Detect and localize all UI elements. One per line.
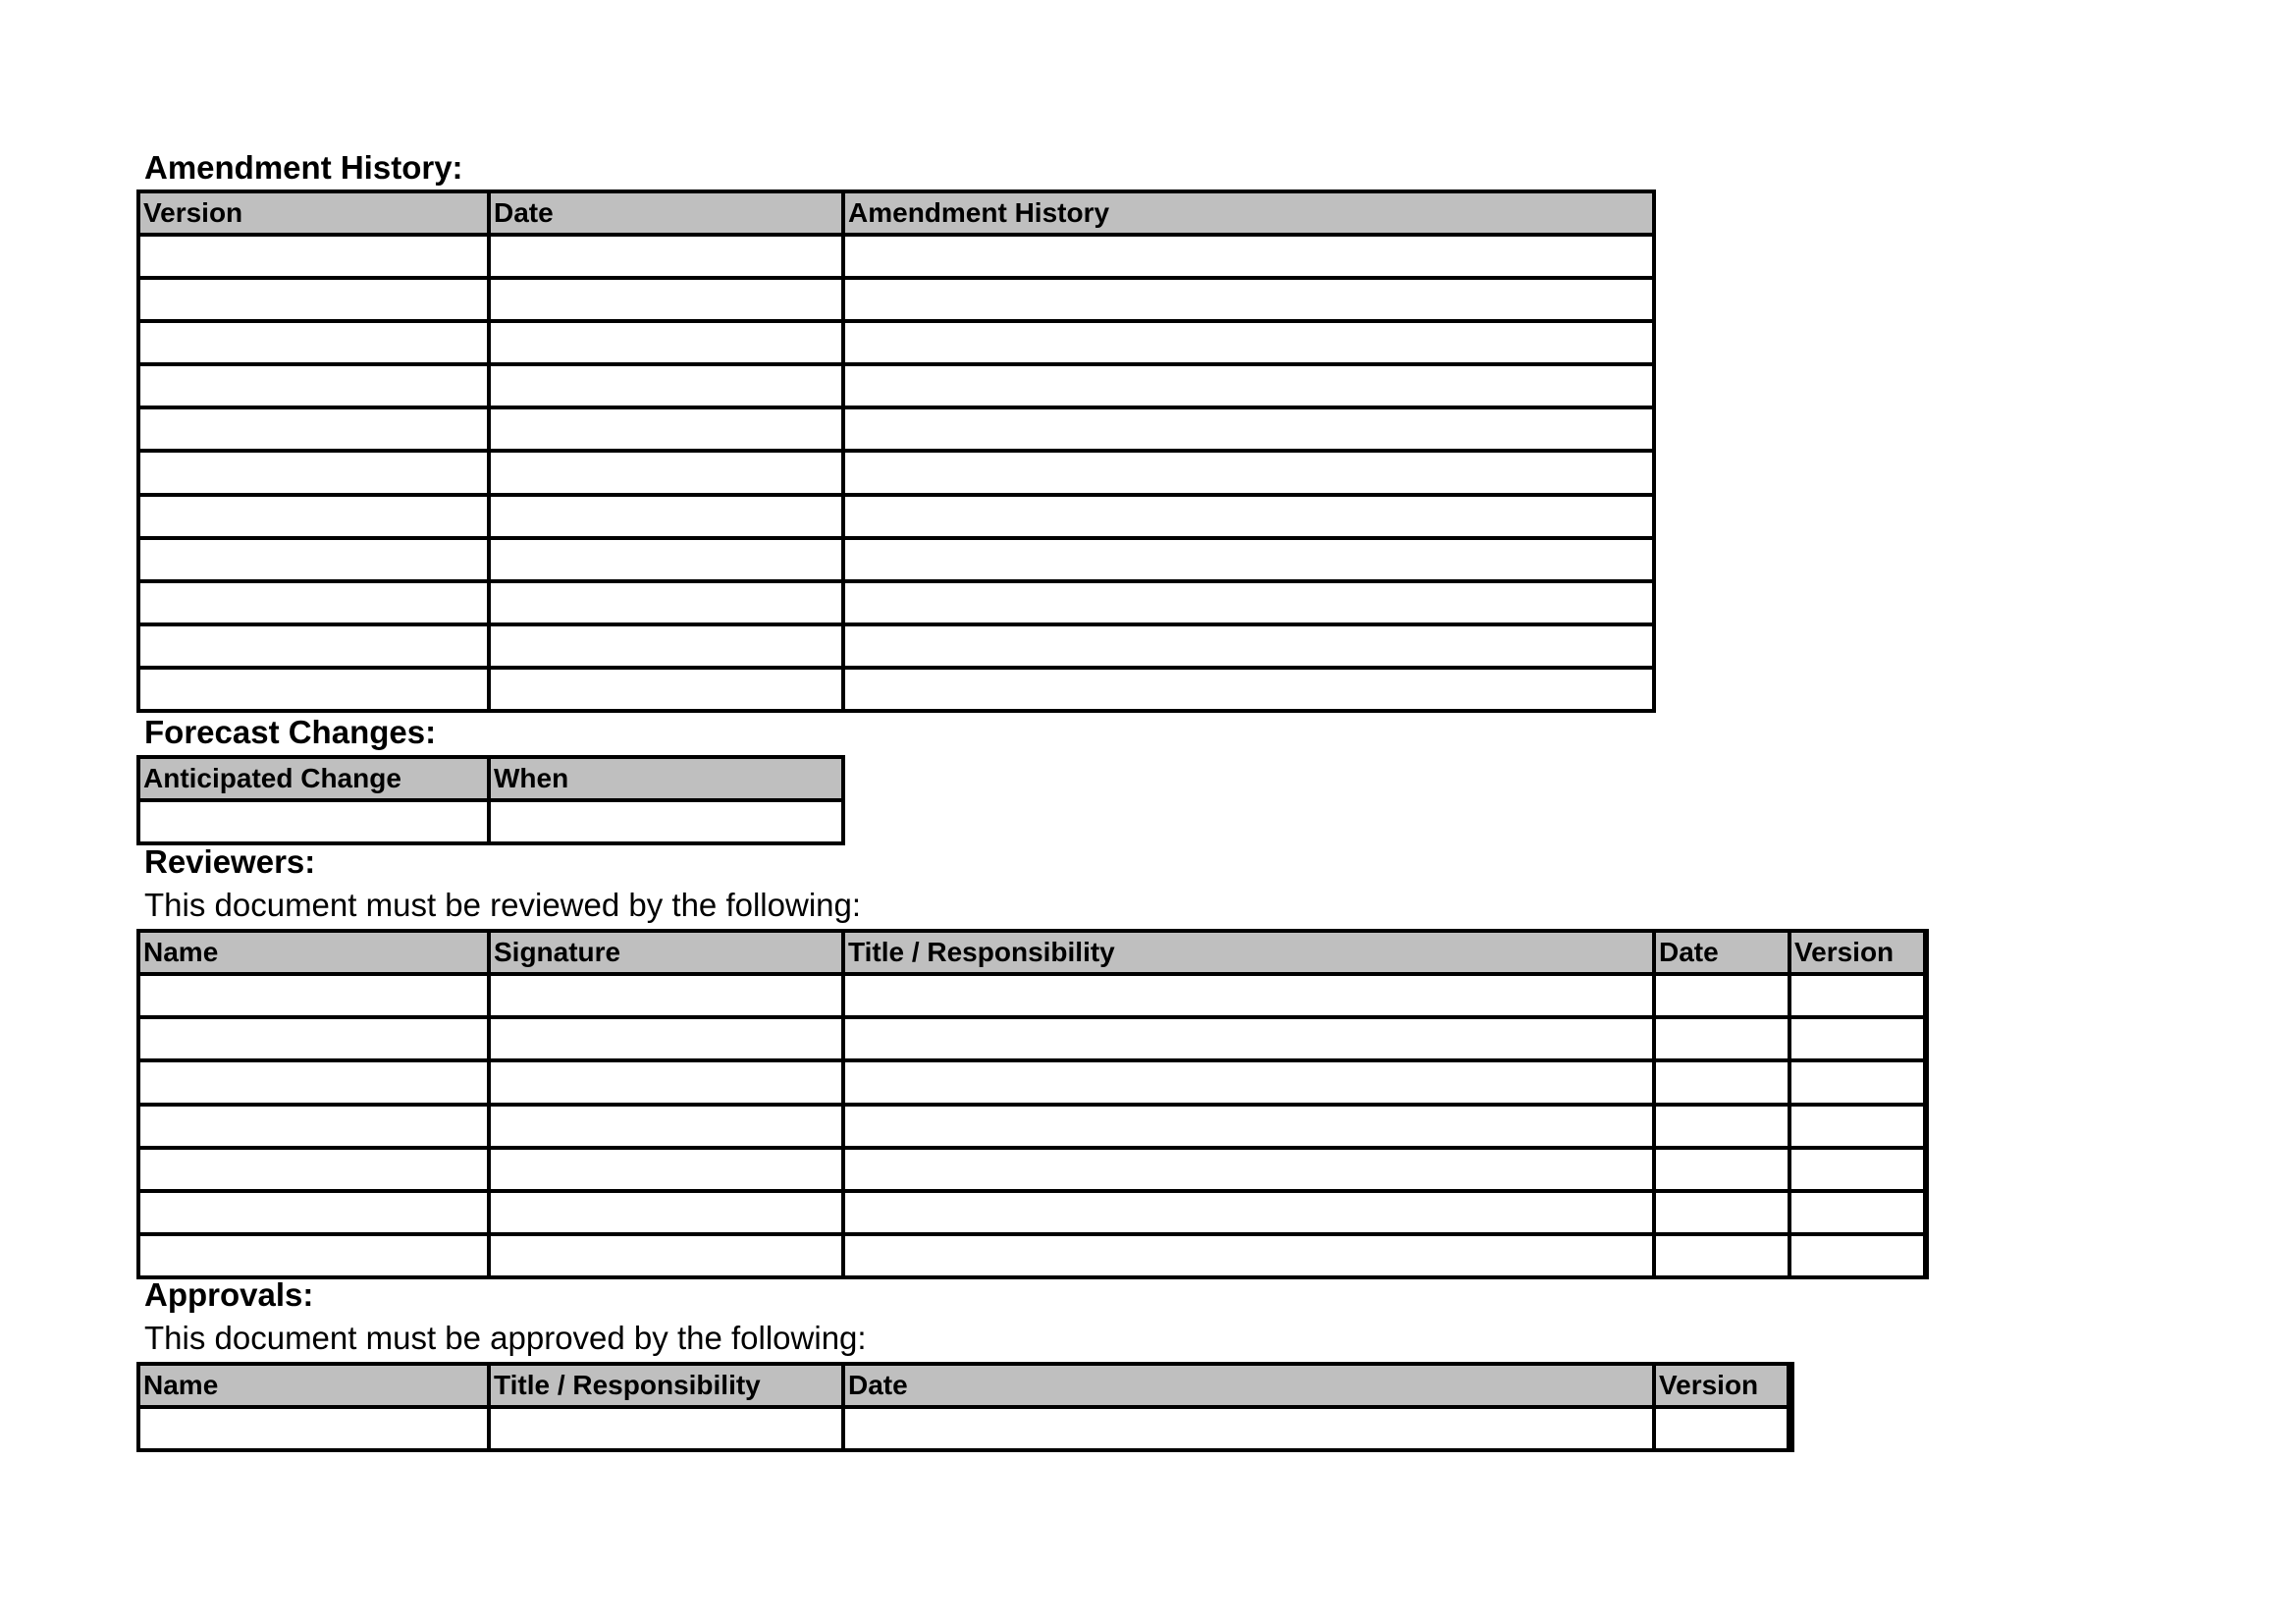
table-cell[interactable]	[845, 1062, 1652, 1102]
table-cell[interactable]	[140, 237, 487, 276]
column-header: Version	[140, 193, 487, 233]
table-cell[interactable]	[491, 626, 841, 666]
reviewers-intro: This document must be reviewed by the following:	[144, 887, 862, 923]
table-cell[interactable]	[1791, 1062, 1923, 1102]
column-header: When	[491, 759, 841, 798]
table-cell[interactable]	[1656, 976, 1788, 1015]
reviewers-table	[136, 929, 1929, 1279]
column-header: Signature	[491, 933, 841, 972]
table-cell[interactable]	[140, 1409, 487, 1448]
table-cell[interactable]	[1791, 1193, 1923, 1232]
table-cell[interactable]	[845, 237, 1652, 276]
table-cell[interactable]	[1656, 1019, 1788, 1058]
table-cell[interactable]	[491, 366, 841, 406]
table-cell[interactable]	[845, 323, 1652, 362]
table-cell[interactable]	[845, 1107, 1652, 1146]
table-cell[interactable]	[491, 1062, 841, 1102]
table-cell[interactable]	[1656, 1062, 1788, 1102]
table-cell[interactable]	[491, 976, 841, 1015]
table-cell[interactable]	[1791, 976, 1923, 1015]
table-cell[interactable]	[1791, 1019, 1923, 1058]
table-cell[interactable]	[1656, 1409, 1787, 1448]
table-cell[interactable]	[140, 540, 487, 579]
table-cell[interactable]	[491, 1409, 841, 1448]
table-cell[interactable]	[491, 1193, 841, 1232]
table-cell[interactable]	[140, 1236, 487, 1275]
approvals-heading: Approvals:	[144, 1276, 314, 1313]
forecast-changes-heading: Forecast Changes:	[144, 714, 437, 750]
table-cell[interactable]	[491, 1019, 841, 1058]
column-header: Name	[140, 1366, 487, 1405]
table-cell[interactable]	[140, 1150, 487, 1189]
table-cell[interactable]	[491, 1150, 841, 1189]
table-cell[interactable]	[845, 1409, 1652, 1448]
table-cell[interactable]	[140, 366, 487, 406]
table-cell[interactable]	[140, 409, 487, 449]
table-cell[interactable]	[845, 497, 1652, 536]
table-cell[interactable]	[140, 802, 487, 841]
table-cell[interactable]	[845, 366, 1652, 406]
table-cell[interactable]	[845, 453, 1652, 492]
table-cell[interactable]	[845, 626, 1652, 666]
table-cell[interactable]	[1791, 1150, 1923, 1189]
table-cell[interactable]	[140, 280, 487, 319]
table-cell[interactable]	[845, 280, 1652, 319]
table-cell[interactable]	[845, 1193, 1652, 1232]
column-header: Title / Responsibility	[491, 1366, 841, 1405]
column-header: Date	[491, 193, 841, 233]
table-cell[interactable]	[1791, 1236, 1923, 1275]
table-cell[interactable]	[140, 670, 487, 709]
approvals-intro: This document must be approved by the following:	[144, 1320, 867, 1356]
table-cell[interactable]	[491, 280, 841, 319]
table-cell[interactable]	[845, 1150, 1652, 1189]
table-cell[interactable]	[845, 1236, 1652, 1275]
table-cell[interactable]	[845, 670, 1652, 709]
column-header: Version	[1656, 1366, 1787, 1405]
table-cell[interactable]	[140, 497, 487, 536]
amendment-history-heading: Amendment History:	[144, 149, 463, 186]
table-cell[interactable]	[140, 583, 487, 623]
table-cell[interactable]	[1656, 1107, 1788, 1146]
table-cell[interactable]	[491, 670, 841, 709]
table-cell[interactable]	[140, 453, 487, 492]
table-cell[interactable]	[491, 453, 841, 492]
table-cell[interactable]	[491, 802, 841, 841]
table-cell[interactable]	[140, 323, 487, 362]
column-header: Date	[1656, 933, 1788, 972]
column-header: Name	[140, 933, 487, 972]
table-cell[interactable]	[140, 1193, 487, 1232]
reviewers-heading: Reviewers:	[144, 843, 316, 880]
table-cell[interactable]	[1656, 1193, 1788, 1232]
table-cell[interactable]	[491, 540, 841, 579]
table-cell[interactable]	[1791, 1107, 1923, 1146]
table-cell[interactable]	[1656, 1150, 1788, 1189]
table-cell[interactable]	[1656, 1236, 1788, 1275]
amendment-history-table	[136, 189, 1656, 713]
table-cell[interactable]	[845, 976, 1652, 1015]
table-cell[interactable]	[491, 323, 841, 362]
table-cell[interactable]	[845, 583, 1652, 623]
table-cell[interactable]	[140, 976, 487, 1015]
table-cell[interactable]	[140, 1062, 487, 1102]
table-cell[interactable]	[845, 409, 1652, 449]
approvals-table	[136, 1362, 1794, 1452]
table-cell[interactable]	[491, 583, 841, 623]
column-header: Anticipated Change	[140, 759, 487, 798]
table-cell[interactable]	[491, 237, 841, 276]
table-cell[interactable]	[491, 1107, 841, 1146]
column-header: Title / Responsibility	[845, 933, 1652, 972]
table-cell[interactable]	[140, 1107, 487, 1146]
column-header: Date	[845, 1366, 1652, 1405]
table-cell[interactable]	[845, 1019, 1652, 1058]
forecast-changes-table	[136, 755, 845, 845]
table-cell[interactable]	[140, 626, 487, 666]
table-cell[interactable]	[491, 1236, 841, 1275]
table-cell[interactable]	[140, 1019, 487, 1058]
column-header: Version	[1791, 933, 1923, 972]
table-cell[interactable]	[491, 497, 841, 536]
table-cell[interactable]	[491, 409, 841, 449]
column-header: Amendment History	[845, 193, 1652, 233]
table-cell[interactable]	[845, 540, 1652, 579]
